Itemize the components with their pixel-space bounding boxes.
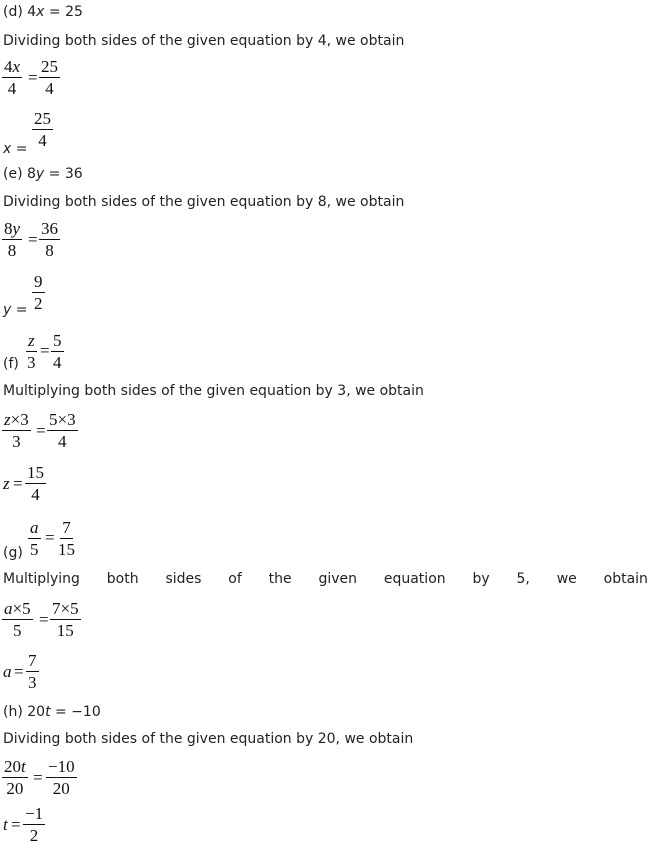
part-g-lhs-fraction: $\frac{a\times 5}{5}$ [4,599,31,640]
part-d-lhs-fraction: $\frac{4x}{4}$ [4,57,21,98]
part-h-heading: (h) 20t = −10 [3,704,101,720]
part-e-rhs-fraction: $\frac{36}{8}$ [41,219,58,260]
part-h-result-var: t [3,815,8,834]
part-d-equals: = [28,68,38,87]
part-d-heading: (d) 4x = 25 [3,4,83,20]
part-e-result-fraction: $\frac{9}{2}$ [34,272,43,313]
part-h-result-fraction: $\frac{-1}{2}$ [25,804,44,845]
part-d-rhs-fraction: $\frac{25}{4}$ [41,57,58,98]
part-f-equation-equals: = [40,341,50,360]
part-g-equation-equals: = [45,528,55,547]
part-d-text: Dividing both sides of the given equation by 4, we obtain [3,33,405,49]
part-e-heading: (e) 8y = 36 [3,166,83,182]
part-f-text: Multiplying both sides of the given equation by 3, we obtain [3,383,424,399]
part-h-result-equals: = [11,815,21,834]
part-g-result-var: a [3,662,12,681]
part-g-text: Multiplying both sides of the given equation by 5, we obtain [3,571,648,587]
part-f-result-equals: = [13,474,23,493]
part-f-heading: (f) [3,356,19,372]
part-h-equals: = [33,768,43,787]
part-e-text: Dividing both sides of the given equation by 8, we obtain [3,194,405,210]
part-f-equals: = [36,421,46,440]
part-g-equation-rhs: $\frac{7}{15}$ [58,518,75,559]
part-g-rhs-fraction: $\frac{7\times 5}{15}$ [52,599,79,640]
part-f-result-var: z [3,474,10,493]
part-f-equation-rhs: $\frac{5}{4}$ [53,331,62,372]
part-g-result-equals: = [14,662,24,681]
part-f-rhs-fraction: $\frac{5\times 3}{4}$ [49,410,76,451]
part-h-lhs-fraction: $\frac{20t}{20}$ [4,757,26,798]
part-h-rhs-fraction: $\frac{-10}{20}$ [48,757,75,798]
part-g-equals: = [39,610,49,629]
part-e-result-label: y = [3,302,28,318]
part-d-result-label: x = [3,141,28,157]
part-d-result-fraction: $\frac{25}{4}$ [34,109,51,150]
part-f-lhs-fraction: $\frac{z\times 3}{3}$ [4,410,29,451]
part-e-lhs-fraction: $\frac{8y}{8}$ [4,219,21,260]
part-g-heading: (g) [3,545,23,561]
part-e-equals: = [28,230,38,249]
part-g-result-fraction: $\frac{7}{3}$ [28,651,37,692]
part-f-equation-lhs: $\frac{z}{3}$ [27,331,36,372]
part-f-result-fraction: $\frac{15}{4}$ [27,463,44,504]
part-h-text: Dividing both sides of the given equation by 20, we obtain [3,731,414,747]
part-g-equation-lhs: $\frac{a}{5}$ [30,518,39,559]
